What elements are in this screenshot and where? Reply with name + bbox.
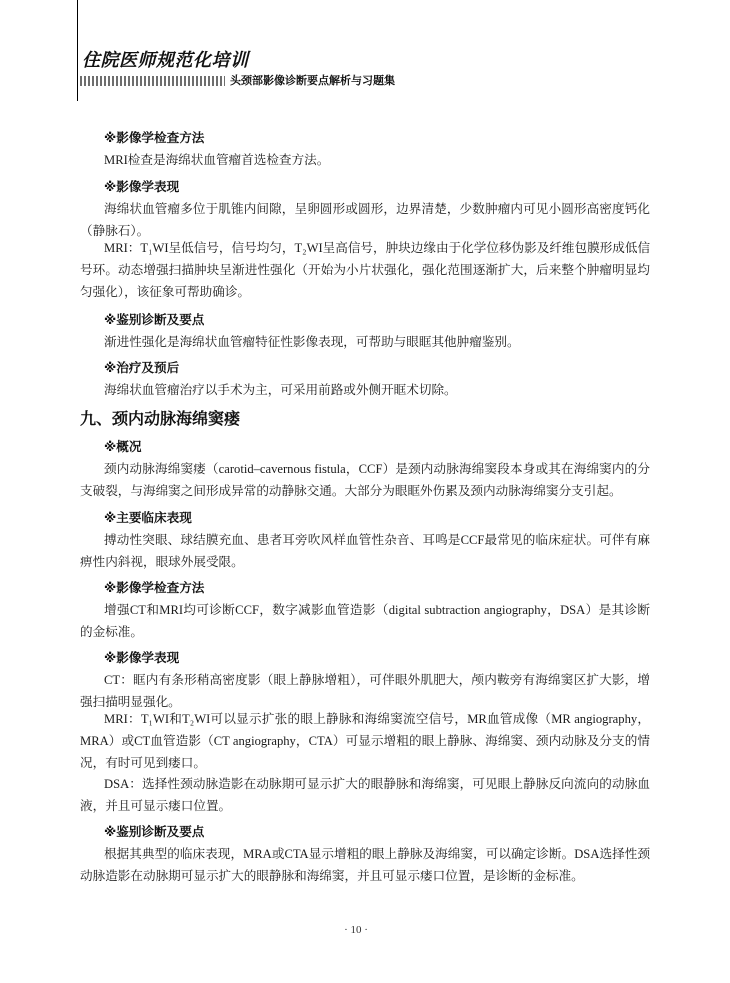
subheading-differential-diagnosis-ccf: ※鉴别诊断及要点 (104, 825, 205, 839)
subheading-differential-diagnosis: ※鉴别诊断及要点 (104, 313, 205, 327)
paragraph-differential-diagnosis (80, 331, 650, 353)
paragraph-line: 增强CT和MRI均可诊断CCF，数字减影血管造影（digital subtraction angiography，DSA）是其诊断 (104, 603, 650, 617)
paragraph-imaging-exam-method (80, 149, 650, 171)
subheading-imaging-findings: ※影像学表现 (104, 180, 180, 194)
paragraph-line: 根据其典型的临床表现，MRA或CTA显示增粗的眼上静脉及海绵窦，可以确定诊断。DSA选择性颈 (104, 847, 650, 861)
paragraph-overview (80, 458, 650, 502)
paragraph-line: MRI：T₁WI呈低信号，信号均匀，T₂WI呈高信号，肿块边缘由于化学位移伪影及纤维包膜形成低信 (104, 241, 651, 255)
paragraph-line: MRI：T₁WI和T₂WI可以显示扩张的眼上静脉和海绵窦流空信号，MR血管成像（MR angiography， (104, 712, 650, 726)
paragraph-line: 痹性内斜视，眼球外展受限。 (80, 555, 244, 569)
series-title: 住院医师规范化培训 (82, 50, 249, 70)
paragraph-line: 海绵状血管瘤治疗以手术为主，可采用前路或外侧开眶术切除。 (104, 383, 457, 397)
paragraph-line: DSA：选择性颈动脉造影在动脉期可显示扩大的眼静脉和海绵窦，可见眼上静脉反向流向的动脉血 (104, 777, 650, 791)
paragraph-imaging-exam-method-ccf (80, 599, 650, 643)
book-title: 头颈部影像诊断要点解析与习题集 (230, 75, 395, 87)
paragraph-line: （静脉石）。 (80, 224, 150, 238)
paragraph-line: 强扫描明显强化。 (80, 695, 181, 709)
paragraph-line: 况，有时可见到瘘口。 (80, 756, 206, 770)
paragraph-differential-diagnosis-ccf (80, 843, 650, 887)
paragraph-clinical-presentation (80, 529, 650, 573)
paragraph-line: 搏动性突眼、球结膜充血、患者耳旁吹风样血管性杂音、耳鸣是CCF最常见的临床症状。可伴有麻 (104, 533, 650, 547)
header-vertical-rule (77, 0, 78, 101)
paragraph-line: 号环。动态增强扫描肿块呈渐进性强化（开始为小片状强化，强化范围逐渐扩大，后来整个肿瘤明显均 (80, 263, 650, 277)
paragraph-line: CT：眶内有条形稍高密度影（眼上静脉增粗），可伴眼外肌肥大，颅内鞍旁有海绵窦区扩大影，增 (104, 673, 650, 687)
page-number: · 10 · (344, 924, 368, 936)
header-stripe-decoration (80, 76, 225, 86)
paragraph-line: 匀强化），该征象可帮助确诊。 (80, 285, 251, 299)
paragraph-line: 的金标准。 (80, 625, 143, 639)
paragraph-imaging-mri (80, 708, 650, 774)
subheading-imaging-findings-ccf: ※影像学表现 (104, 651, 180, 665)
paragraph-line: MRA）或CT血管造影（CT angiography，CTA）可显示增粗的眼上静脉、海绵窦、颈内动脉及分支的情 (80, 734, 650, 748)
paragraph-imaging-findings-general (80, 198, 650, 242)
subheading-imaging-exam-method: ※影像学检查方法 (104, 131, 205, 145)
paragraph-line: 支破裂，与海绵窦之间形成异常的动静脉交通。大部分为眼眶外伤累及颈内动脉海绵窦分支引起。 (80, 484, 622, 498)
paragraph-imaging-dsa (80, 773, 650, 817)
paragraph-line: 动脉造影在动脉期可显示扩大的眼静脉和海绵窦，并且可显示瘘口位置，是诊断的金标准。 (80, 869, 584, 883)
subheading-overview: ※概况 (104, 440, 142, 454)
paragraph-imaging-ct (80, 669, 650, 713)
subheading-treatment-prognosis: ※治疗及预后 (104, 361, 180, 375)
paragraph-line: MRI检查是海绵状血管瘤首选检查方法。 (104, 153, 330, 167)
paragraph-imaging-findings-mri (80, 237, 650, 303)
subheading-imaging-exam-method-ccf: ※影像学检查方法 (104, 581, 205, 595)
paragraph-treatment-prognosis (80, 379, 650, 401)
paragraph-line: 渐进性强化是海绵状血管瘤特征性影像表现，可帮助与眼眶其他肿瘤鉴别。 (104, 335, 520, 349)
subheading-clinical-presentation: ※主要临床表现 (104, 511, 192, 525)
paragraph-line: 液，并且可显示瘘口位置。 (80, 799, 232, 813)
section-title: 九、颈内动脉海绵窦瘘 (80, 411, 241, 428)
paragraph-line: 海绵状血管瘤多位于肌锥内间隙，呈卵圆形或圆形，边界清楚，少数肿瘤内可见小圆形高密度钙化 (104, 202, 650, 216)
paragraph-line: 颈内动脉海绵窦瘘（carotid–cavernous fistula，CCF）是颈内动脉海绵窦段本身或其在海绵窦内的分 (104, 462, 650, 476)
